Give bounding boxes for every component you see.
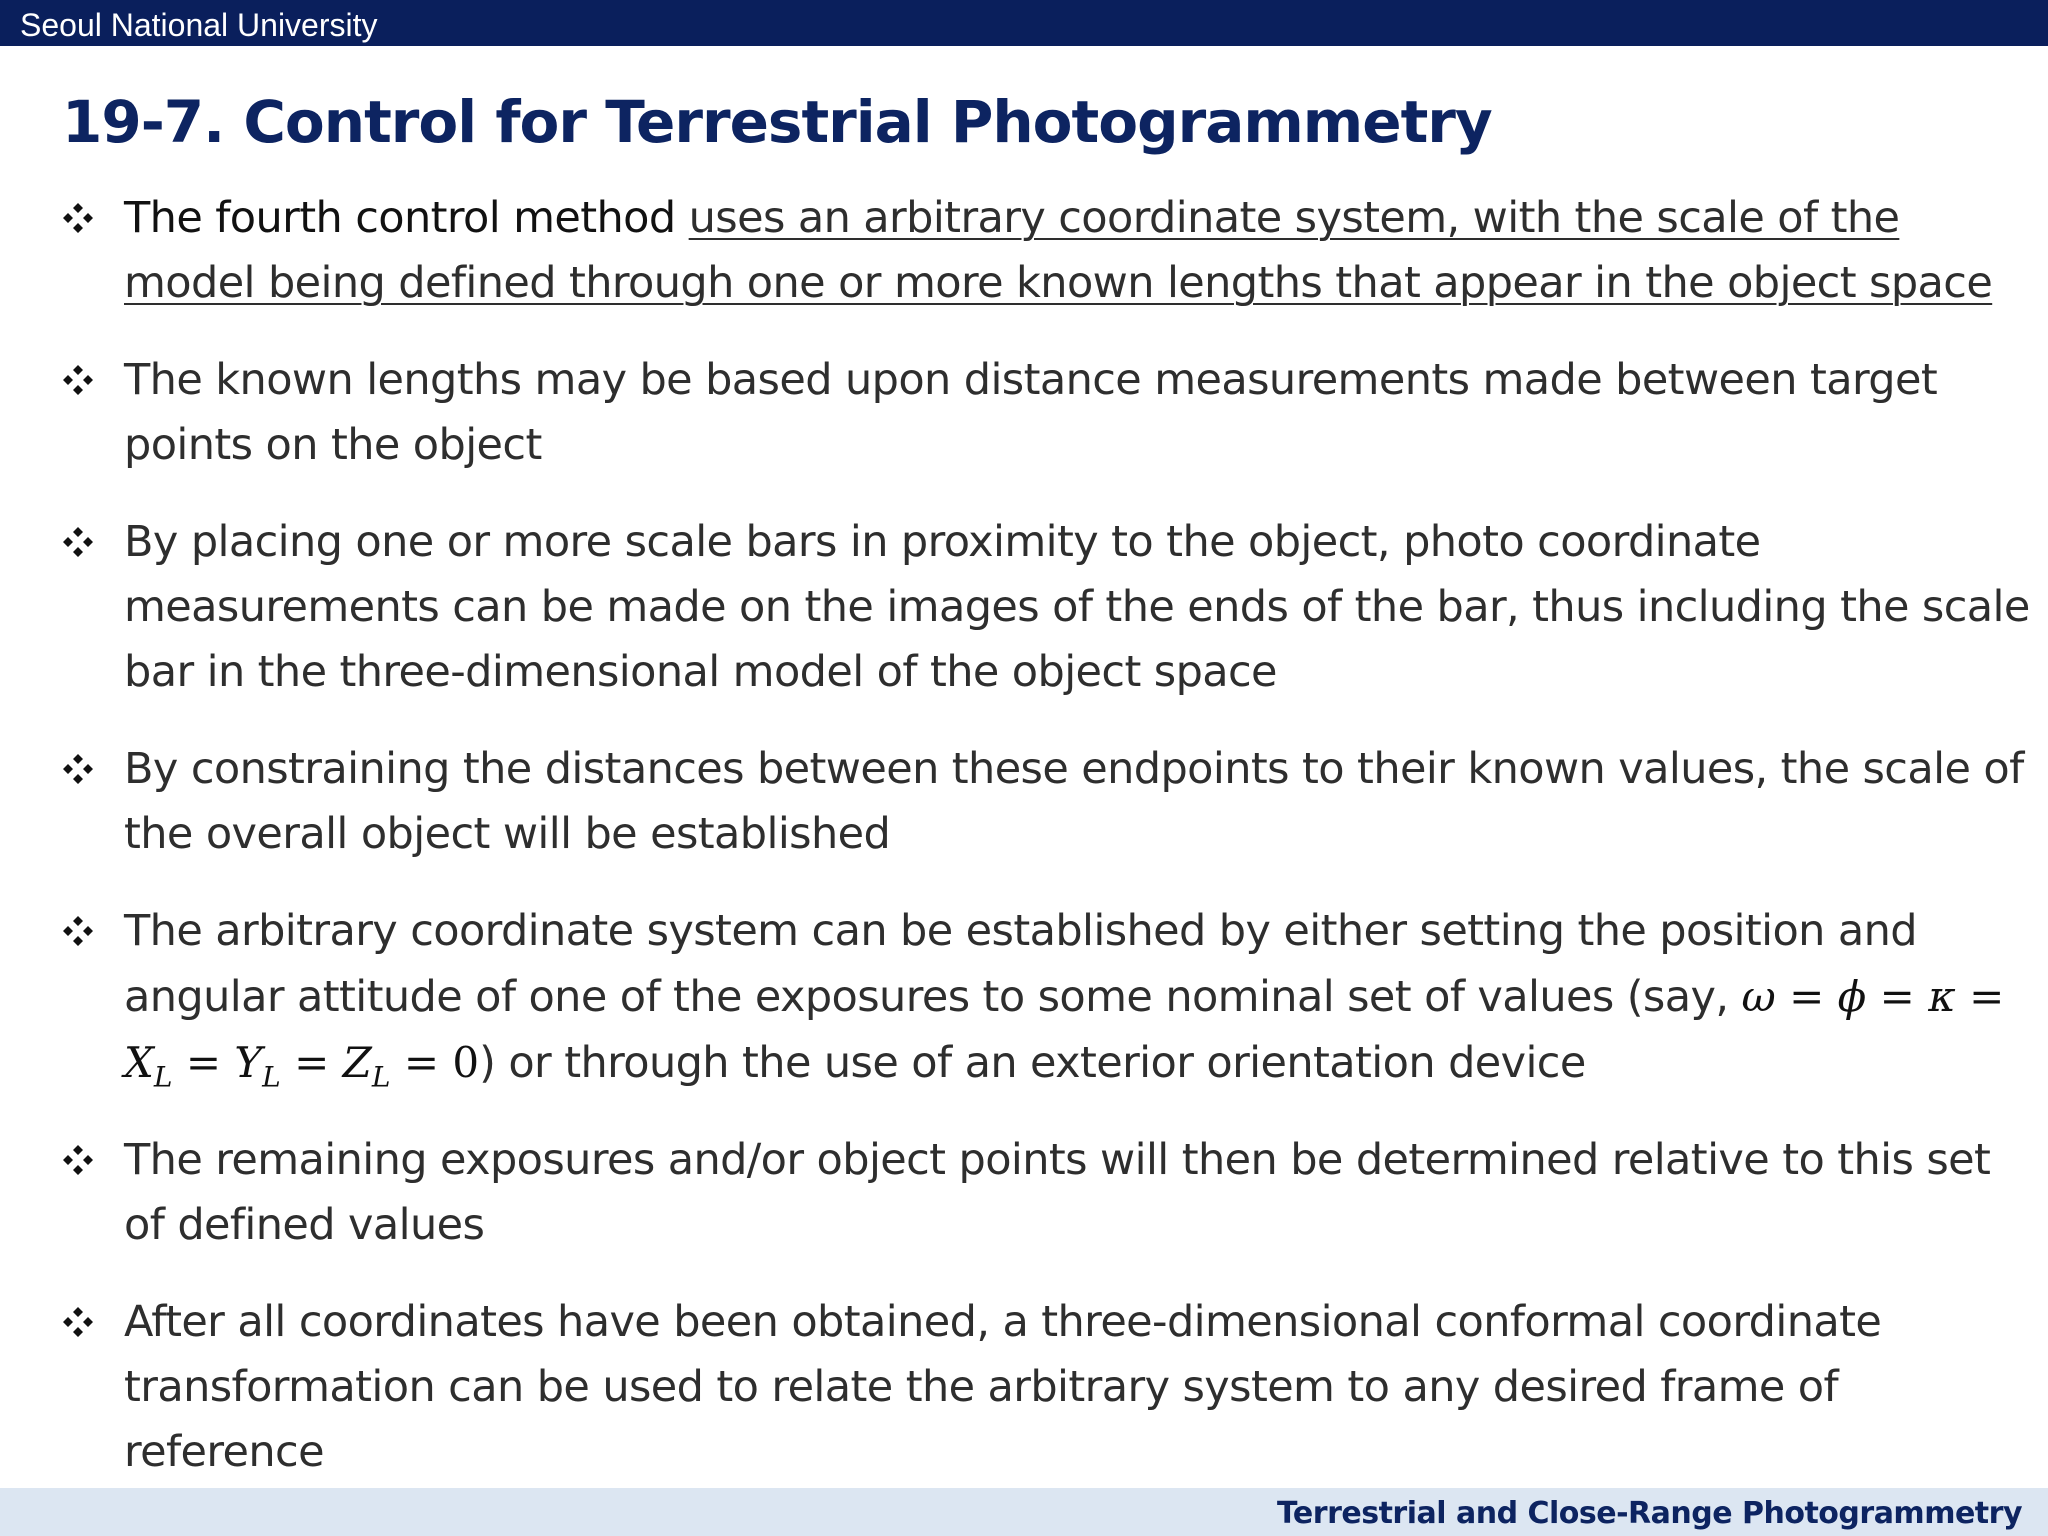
eq-omega: ω <box>1741 972 1776 1021</box>
bullet-item <box>58 737 2033 867</box>
orientation-equation-continued <box>124 1038 480 1094</box>
footer-bar <box>0 1488 2048 1536</box>
bullet-item <box>58 510 2033 705</box>
eq-equals: = <box>185 1038 222 1087</box>
course-title: Terrestrial and Close-Range Photogrammetry <box>1276 1496 2022 1531</box>
bullet-text: By constraining the distances between these endpoints to their known values, the scale of the overall object will be established <box>124 744 2024 859</box>
slide-title: 19-7. Control for Terrestrial Photogrammetry <box>62 88 1492 156</box>
eq-subscript: L <box>262 1060 281 1094</box>
eq-subscript: L <box>371 1060 391 1094</box>
four-diamond-bullet-icon <box>62 1306 94 1338</box>
header-bar <box>0 0 2048 46</box>
eq-subscript: L <box>153 1060 173 1094</box>
four-diamond-bullet-icon <box>62 753 94 785</box>
eq-equals: = <box>294 1038 330 1087</box>
bullet-text: After all coordinates have been obtained, a three-dimensional conformal coordinate transformation can be used to relate the arbitrary system to any desired frame of reference <box>124 1297 1882 1477</box>
bullet-item <box>58 348 2033 478</box>
four-diamond-bullet-icon <box>62 202 94 234</box>
four-diamond-bullet-icon <box>62 526 94 558</box>
bullet-lead-text: The fourth control method <box>124 193 689 243</box>
eq-kappa: κ <box>1928 972 1956 1021</box>
bullet-item <box>58 1128 2033 1258</box>
bullet-text: The known lengths may be based upon distance measurements made between target points on the object <box>124 355 1938 470</box>
bullet-text: The remaining exposures and/or object points will then be determined relative to this set of defined values <box>124 1135 1991 1250</box>
four-diamond-bullet-icon <box>62 915 94 947</box>
bullet-item <box>58 899 2033 1096</box>
four-diamond-bullet-icon <box>62 364 94 396</box>
bullet-item <box>58 186 2033 316</box>
bullet-text: By placing one or more scale bars in proximity to the object, photo coordinate measurements can be made on the images of the ends of the bar, thus including the scale bar in the three-dimensional model of the object space <box>124 517 2030 697</box>
eq-y: Y <box>234 1038 263 1087</box>
four-diamond-bullet-icon <box>62 1144 94 1176</box>
orientation-equation <box>1741 972 2004 1021</box>
university-name: Seoul National University <box>20 7 378 43</box>
eq-x: X <box>124 1038 154 1087</box>
eq-phi: ϕ <box>1837 972 1867 1021</box>
eq-equals: = <box>1789 972 1825 1021</box>
bullet-item <box>58 1290 2033 1485</box>
bullet-text-before-equation: The arbitrary coordinate system can be established by either setting the position and angular attitude of one of the exposures to some nominal set of values (say, <box>124 906 1917 1022</box>
bullet-underlined-text: uses an arbitrary coordinate system, with the scale of the model being defined through one or more known lengths that appear in the object space <box>124 193 1993 308</box>
eq-equals: = <box>403 1038 440 1087</box>
eq-equals: = <box>1969 972 2005 1021</box>
eq-z: Z <box>342 1038 372 1087</box>
bullet-list <box>58 186 2033 1517</box>
eq-equals: = <box>1879 972 1915 1021</box>
eq-value: 0 <box>452 1038 480 1087</box>
bullet-text-after-equation: ) or through the use of an exterior orientation device <box>479 1038 1586 1088</box>
